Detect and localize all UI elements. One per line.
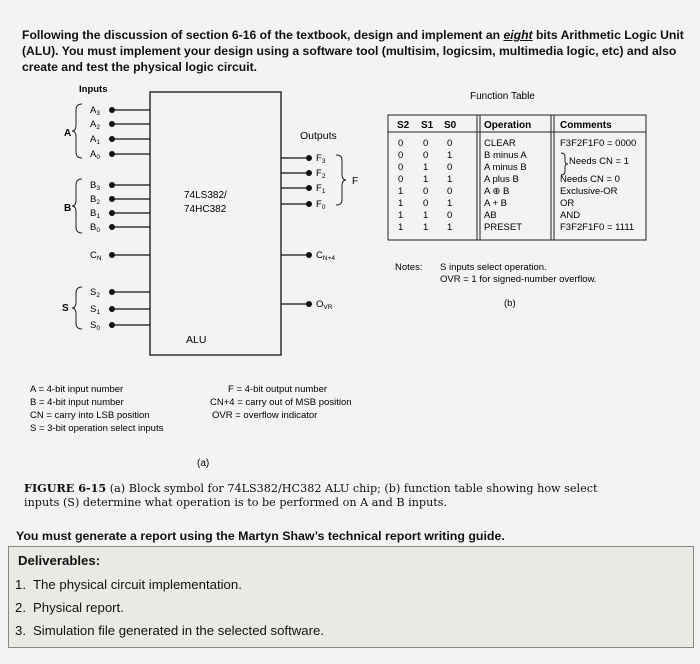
pin-b3-label: $B_3$ — [90, 180, 100, 192]
legend-right-1: F = 4-bit output number — [228, 384, 328, 395]
legend-left-4: S = 3-bit operation select inputs — [30, 423, 164, 434]
cell-s: 1 — [398, 222, 404, 233]
legend-left-2: B = 4-bit input number — [30, 397, 124, 408]
pin-a2-label: $A_2$ — [90, 119, 100, 131]
cell-s: 0 — [447, 162, 453, 173]
th-operation: Operation — [484, 120, 532, 131]
table-row — [398, 198, 574, 209]
cell-s: 1 — [423, 210, 429, 221]
pin-a0-label: $A_0$ — [90, 149, 100, 161]
group-s-label: S — [62, 303, 69, 314]
brace-b — [72, 179, 82, 233]
outputs-label: Outputs — [300, 130, 337, 142]
cell-s: 0 — [423, 198, 429, 209]
pin-cn4-label: $C_{N+4}$ — [316, 250, 335, 262]
table-row — [398, 210, 580, 221]
cell-s: 0 — [447, 138, 453, 149]
deliverables-title: Deliverables: — [18, 553, 101, 568]
pin-s1-label: $S_1$ — [90, 304, 100, 316]
cell-comment: F3F2F1F0 = 1111 — [560, 222, 635, 233]
sub-label-a: (a) — [197, 458, 210, 469]
cell-operation: B minus A — [484, 150, 527, 161]
cell-s: 0 — [398, 138, 404, 149]
pin-ovr-label: $O_{VR}$ — [316, 299, 333, 311]
cell-s: 1 — [447, 222, 453, 233]
cell-s: 0 — [398, 150, 404, 161]
legend-right-2: CN+4 = carry out of MSB position — [210, 397, 352, 408]
report-instruction: You must generate a report using the Martyn Shaw’s technical report writing guide. — [16, 529, 505, 543]
cell-operation: A ⊕ B — [484, 186, 510, 197]
brace-s — [72, 287, 82, 329]
pin-ovr-dot — [306, 301, 312, 307]
cell-s: 1 — [423, 162, 429, 173]
cell-s: 0 — [447, 210, 453, 221]
alu-label: ALU — [186, 334, 207, 346]
pin-f0-label: $F_0$ — [316, 199, 326, 211]
cell-s: 1 — [398, 186, 404, 197]
table-row — [398, 162, 527, 173]
list-item — [15, 619, 324, 642]
legend-left-1: A = 4-bit input number — [30, 384, 124, 395]
legend-left-3: CN = carry into LSB position — [30, 410, 150, 421]
cell-comment: OR — [560, 198, 575, 209]
function-table — [388, 91, 646, 309]
table-row — [398, 174, 620, 185]
brace-f — [336, 155, 346, 205]
item-number: 3. — [15, 623, 26, 638]
cell-operation: AB — [484, 210, 497, 221]
cell-s: 1 — [447, 198, 453, 209]
table-row — [398, 186, 618, 197]
pin-b0-label: $B_0$ — [90, 222, 100, 234]
table-row — [398, 222, 634, 233]
pin-f0-dot — [306, 201, 312, 207]
cell-operation: A + B — [484, 198, 507, 209]
pin-f1-dot — [306, 185, 312, 191]
pin-a3-label: $A_3$ — [90, 105, 100, 117]
cell-comment: Exclusive-OR — [560, 186, 618, 197]
pin-f3-dot — [306, 155, 312, 161]
cell-operation: CLEAR — [484, 138, 516, 149]
group-a-label: A — [64, 128, 72, 139]
cell-s: 1 — [423, 222, 429, 233]
item-text: Simulation file generated in the selected software. — [33, 623, 325, 638]
alu-block-symbol — [30, 84, 358, 469]
th-s0: S0 — [444, 120, 457, 131]
item-text: The physical circuit implementation. — [33, 577, 242, 592]
pin-b1-label: $B_1$ — [90, 208, 100, 220]
pin-a1-label: $A_1$ — [90, 134, 100, 146]
cell-s: 0 — [423, 186, 429, 197]
input-pins — [90, 105, 150, 332]
caption-text: (a) Block symbol for 74LS382/HC382 ALU chip; (b) function table showing how select inputs (S) determine what operation is to be performed on A and B inputs. — [24, 482, 598, 509]
cell-s: 1 — [398, 198, 404, 209]
sub-label-b: (b) — [504, 298, 516, 309]
note-1: S inputs select operation. — [440, 262, 547, 273]
caption-label: FIGURE 6-15 — [24, 481, 107, 495]
function-table-title: Function Table — [470, 91, 535, 102]
legend-right-3: OVR = overflow indicator — [212, 410, 318, 421]
th-comments: Comments — [560, 120, 612, 131]
cell-s: 0 — [447, 186, 453, 197]
note-2: OVR = 1 for signed-number overflow. — [440, 274, 597, 285]
cell-operation: PRESET — [484, 222, 523, 233]
intro-text-1: Following the discussion of section 6-16 of the textbook, design and implement an — [22, 28, 504, 42]
notes-label: Notes: — [395, 262, 423, 273]
table-row — [398, 138, 636, 149]
cell-operation: A plus B — [484, 174, 519, 185]
th-s2: S2 — [397, 120, 410, 131]
cell-comment: F3F2F1F0 = 0000 — [560, 138, 637, 149]
cell-operation: A minus B — [484, 162, 527, 173]
deliverables-list — [15, 573, 324, 642]
pin-f2-label: $F_2$ — [316, 168, 326, 180]
brace-a — [72, 104, 82, 158]
pin-s0-label: $S_0$ — [90, 320, 100, 332]
cell-s: 1 — [398, 210, 404, 221]
table-rows — [398, 138, 636, 233]
cell-s: 1 — [447, 150, 453, 161]
pin-f1-label: $F_1$ — [316, 183, 326, 195]
alu-chip-box — [150, 92, 281, 355]
cell-s: 0 — [398, 174, 404, 185]
cell-comment: Needs CN = 0 — [560, 174, 620, 185]
cell-comment: Needs CN = 1 — [569, 156, 629, 167]
list-item — [15, 573, 324, 596]
cell-s: 0 — [423, 150, 429, 161]
item-number: 2. — [15, 600, 26, 615]
cell-s: 1 — [447, 174, 453, 185]
chip-name-1: 74LS382/ — [184, 190, 227, 201]
inputs-label: Inputs — [79, 84, 108, 95]
item-number: 1. — [15, 577, 26, 592]
item-text: Physical report. — [33, 600, 124, 615]
pin-f3-label: $F_3$ — [316, 153, 326, 165]
group-f-label: F — [352, 176, 359, 187]
pin-b2-label: $B_2$ — [90, 194, 100, 206]
pin-s2-label: $S_2$ — [90, 287, 100, 299]
group-b-label: B — [64, 203, 72, 214]
deliverables-box — [8, 546, 694, 648]
cell-s: 0 — [423, 138, 429, 149]
needs-cn-brace — [561, 153, 568, 175]
output-pins — [281, 153, 335, 311]
th-s1: S1 — [421, 120, 434, 131]
intro-text-2: bits Arithmetic Logic Unit (ALU). You must implement your design using a software tool (multisim, logicsim, multimedia logic, etc) and also create and test the physical logic circuit. — [22, 28, 684, 74]
pin-f2-dot — [306, 170, 312, 176]
chip-name-2: 74HC382 — [184, 204, 227, 215]
cell-comment: AND — [560, 210, 581, 221]
cell-s: 0 — [398, 162, 404, 173]
pin-cn4-dot — [306, 252, 312, 258]
figure-caption — [24, 481, 624, 510]
intro-emphasis: eight — [503, 28, 533, 42]
list-item — [15, 596, 324, 619]
cell-s: 1 — [423, 174, 429, 185]
pin-cn-label: $C_N$ — [90, 250, 102, 262]
